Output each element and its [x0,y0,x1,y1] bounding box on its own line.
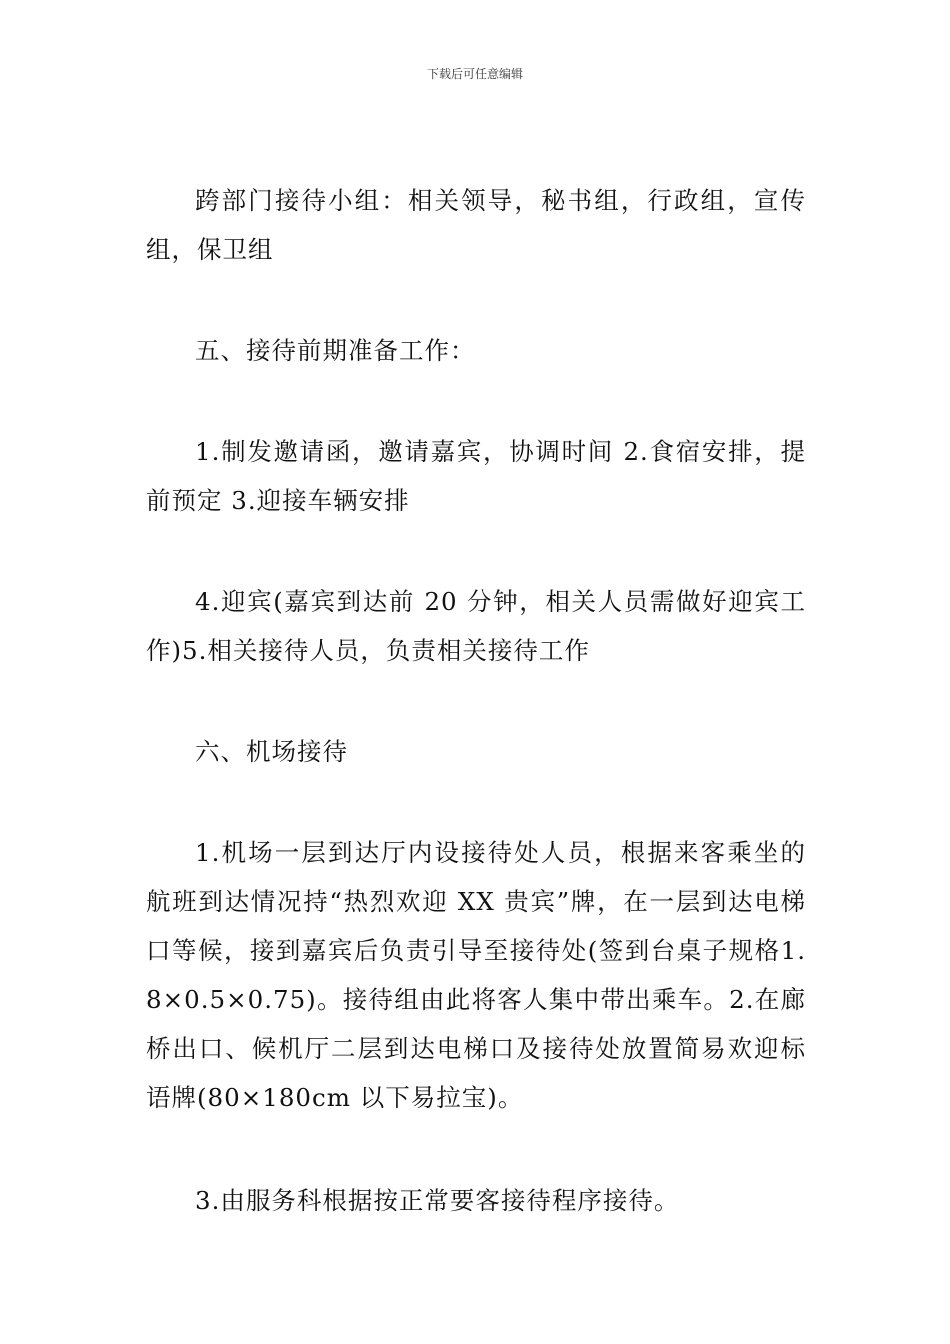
document-body [146,176,806,1225]
paragraph-spacer [146,525,806,577]
section-heading-airport: 六、机场接待 [195,737,348,766]
section-heading-preparation: 五、接待前期准备工作： [195,336,476,365]
paragraph-spacer [146,274,806,326]
paragraph-spacer [146,375,806,427]
paragraph-service-procedure: 3.由服务科根据按正常要客接待程序接待。 [195,1186,680,1215]
paragraph-preparation-items-1: 1.制发邀请函，邀请嘉宾，协调时间 2.食宿安排，提前预定 3.迎接车辆安排 [146,437,806,515]
paragraph-airport-details: 1.机场一层到达厅内设接待处人员，根据来客乘坐的航班到达情况持“热烈欢迎 XX 贵宾”牌，在一层到达电梯口等候，接到嘉宾后负责引导至接待处(签到台桌子规格1.8×0.5×0.75)。接待组由此将客人集中带出乘车。2.在廊桥出口、候机厅二层到达电梯口及接待处放置简易欢迎标语牌(80×180cm 以下易拉宝)。 [146,838,806,1112]
page-header: 下载后可任意编辑 [426,67,523,81]
paragraph-spacer [146,776,806,828]
paragraph-spacer [146,675,806,727]
paragraph-reception-team: 跨部门接待小组：相关领导，秘书组，行政组，宣传组，保卫组 [146,186,806,264]
paragraph-spacer [146,1122,806,1176]
paragraph-preparation-items-2: 4.迎宾(嘉宾到达前 20 分钟，相关人员需做好迎宾工作)5.相关接待人员，负责相关接待工作 [146,587,806,665]
